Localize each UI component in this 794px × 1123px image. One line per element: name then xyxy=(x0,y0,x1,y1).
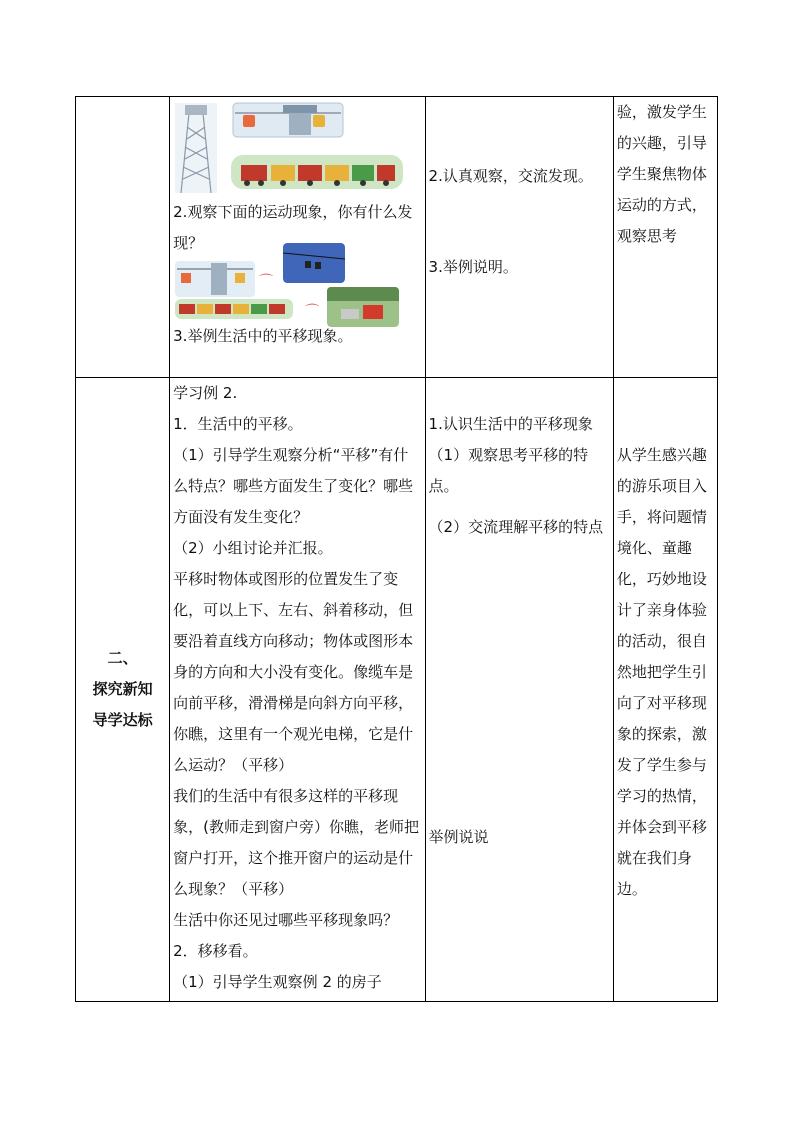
student-activity-cell xyxy=(425,97,613,378)
teacher-activity-cell xyxy=(170,97,425,378)
design-intent-text: 验，激发学生的兴趣，引导学生聚焦物体运动的方式，观察思考 xyxy=(616,103,707,245)
example-heading: 学习例 2. xyxy=(173,384,238,402)
lesson-plan-table xyxy=(75,96,718,1002)
cable-car-and-train-illustration xyxy=(173,97,420,197)
teacher-activity-cell xyxy=(170,378,425,1002)
arrow-icon: ⌒ xyxy=(305,304,320,320)
table-row xyxy=(76,97,718,378)
stage-title-line2: 导学达标 xyxy=(92,711,153,729)
student-understand-text: （2）交流理解平移的特点 xyxy=(428,518,604,536)
student-observe-text: 2.认真观察，交流发现。 xyxy=(428,167,593,185)
design-intent-cell xyxy=(613,97,717,378)
group-discussion-text: （2）小组讨论并汇报。 xyxy=(173,539,333,557)
stage-title-line1: 探究新知 xyxy=(92,680,153,698)
translation-explanation-text: 平移时物体或图形的位置发生了变化，可以上下、左右、斜着移动，但要沿着直线方向移动；物体或图形本身的方向和大小没有变化。像缆车是向前平移，滑滑梯是向斜方向平移，你瞧，这里有一个观光电梯，它是什么运动？（平移） xyxy=(173,570,414,774)
other-examples-question: 生活中你还见过哪些平移现象吗？ xyxy=(173,911,399,929)
student-think-text: （1）观察思考平移的特点。 xyxy=(428,446,589,495)
cable-car-photo xyxy=(283,243,345,283)
train-photo xyxy=(327,287,399,327)
train-small-illustration xyxy=(175,299,293,319)
stage-cell xyxy=(76,97,170,378)
window-example-text: 我们的生活中有很多这样的平移现象，(教师走到窗户旁）你瞧，老师把窗户打开，这个推开窗户的运动是什么现象？（平移） xyxy=(173,787,419,898)
student-example-text: 3.举例说明。 xyxy=(428,258,518,276)
observe-house-text: （1）引导学生观察例 2 的房子 xyxy=(173,973,382,991)
observe-motion-question: 2.观察下面的运动现象，你有什么发现？ xyxy=(173,203,413,252)
spacer xyxy=(429,192,609,252)
tourist-train-illustration xyxy=(231,153,403,193)
guide-analysis-text: （1）引导学生观察分析“平移”有什么特点？哪些方面发生了变化？哪些方面没有发生变化？ xyxy=(173,446,414,526)
spacer xyxy=(429,543,609,822)
student-activity-cell xyxy=(425,378,613,1002)
spacer xyxy=(429,502,609,512)
section-heading-translation-in-life: 1．生活中的平移。 xyxy=(173,415,303,433)
motion-comparison-illustration xyxy=(173,259,420,321)
section-heading-move-it: 2．移移看。 xyxy=(173,942,258,960)
cable-car-small-illustration xyxy=(175,261,255,297)
student-give-examples-text: 举例说说 xyxy=(428,828,489,846)
design-intent-cell xyxy=(613,378,717,1002)
table-row xyxy=(76,378,718,1002)
arrow-icon: ⌒ xyxy=(259,274,274,290)
student-recognize-text: 1.认识生活中的平移现象 xyxy=(428,415,593,433)
stage-number: 二、 xyxy=(107,649,138,667)
stage-cell xyxy=(76,378,170,1002)
life-translation-example-prompt: 3.举例生活中的平移现象。 xyxy=(173,327,353,345)
design-intent-text: 从学生感兴趣的游乐项目入手，将问题情境化、童趣化，巧妙地设计了亲身体验的活动，很自然地把学生引向了对平移现象的探索，激发了学生参与学习的热情，并体会到平移就在我们身边。 xyxy=(616,446,707,898)
